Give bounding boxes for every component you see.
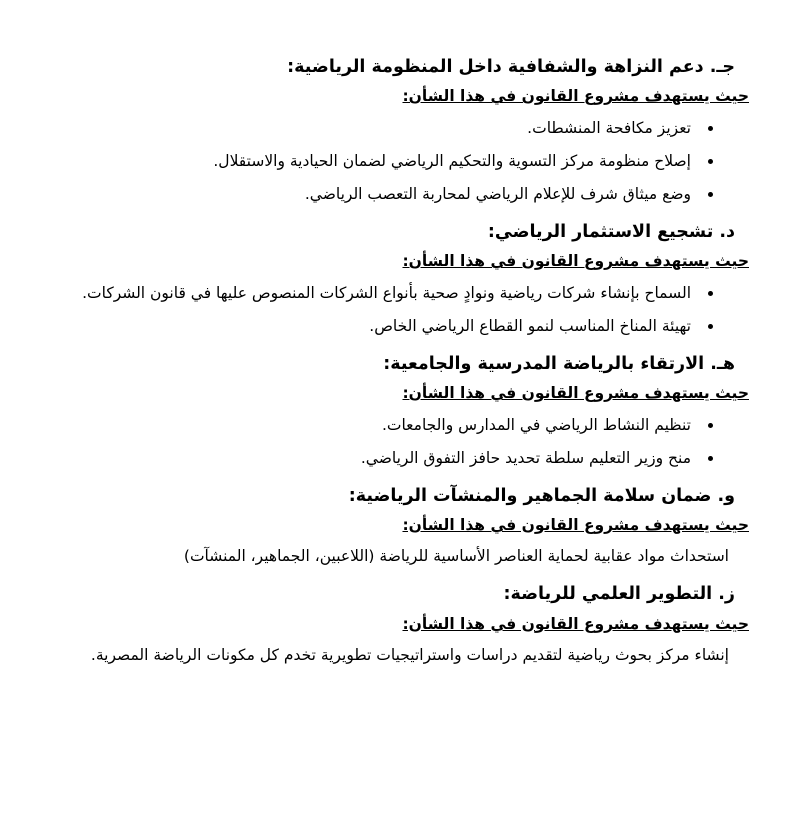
section-investment <box>58 220 751 343</box>
objective-item: • وضع ميثاق شرف للإعلام الرياضي لمحاربة التعصب الرياضي. <box>58 178 697 211</box>
objectives-list <box>58 112 751 211</box>
section-heading: و. ضمان سلامة الجماهير والمنشآت الرياضية: <box>348 485 735 506</box>
section-school-sports <box>58 352 751 475</box>
objectives-intro: حيث يستهدف مشروع القانون في هذا الشأن: <box>402 384 749 403</box>
objective-item: • منح وزير التعليم سلطة تحديد حافز التفوق الرياضي. <box>58 442 697 475</box>
section-integrity <box>58 55 751 211</box>
objectives-list <box>58 277 751 343</box>
objectives-intro: حيث يستهدف مشروع القانون في هذا الشأن: <box>402 515 749 534</box>
objectives-intro: حيث يستهدف مشروع القانون في هذا الشأن: <box>402 252 749 271</box>
section-heading: جـ. دعم النزاهة والشفافية داخل المنظومة الرياضية: <box>287 57 735 77</box>
objective-item: • تهيئة المناخ المناسب لنمو القطاع الرياضي الخاص. <box>58 310 697 343</box>
objective-item: • تنظيم النشاط الرياضي في المدارس والجامعات. <box>58 409 697 442</box>
objective-item: • تعزيز مكافحة المنشطات. <box>58 112 697 145</box>
section-paragraph: استحداث مواد عقابية لحماية العناصر الأساسية للرياضة (اللاعبين، الجماهير، المنشآت) <box>183 547 729 566</box>
section-paragraph: إنشاء مركز بحوث رياضية لتقديم دراسات واستراتيجيات تطويرية تخدم كل مكونات الرياضة المصرية. <box>90 646 729 665</box>
section-scientific-development <box>58 582 751 672</box>
section-heading: هـ. الارتقاء بالرياضة المدرسية والجامعية: <box>383 353 735 374</box>
objective-item: • السماح بإنشاء شركات رياضية ونوادٍ صحية بأنواع الشركات المنصوص عليها في قانون الشركات. <box>58 277 697 310</box>
section-heading: ز. التطوير العلمي للرياضة: <box>503 584 735 605</box>
objective-item: • إصلاح منظومة مركز التسوية والتحكيم الرياضي لضمان الحيادية والاستقلال. <box>58 145 697 178</box>
objectives-intro: حيث يستهدف مشروع القانون في هذا الشأن: <box>402 87 749 106</box>
objectives-list <box>58 409 751 475</box>
section-heading: د. تشجيع الاستثمار الرياضي: <box>487 221 735 242</box>
section-safety <box>58 484 751 574</box>
objectives-intro: حيث يستهدف مشروع القانون في هذا الشأن: <box>402 614 749 633</box>
